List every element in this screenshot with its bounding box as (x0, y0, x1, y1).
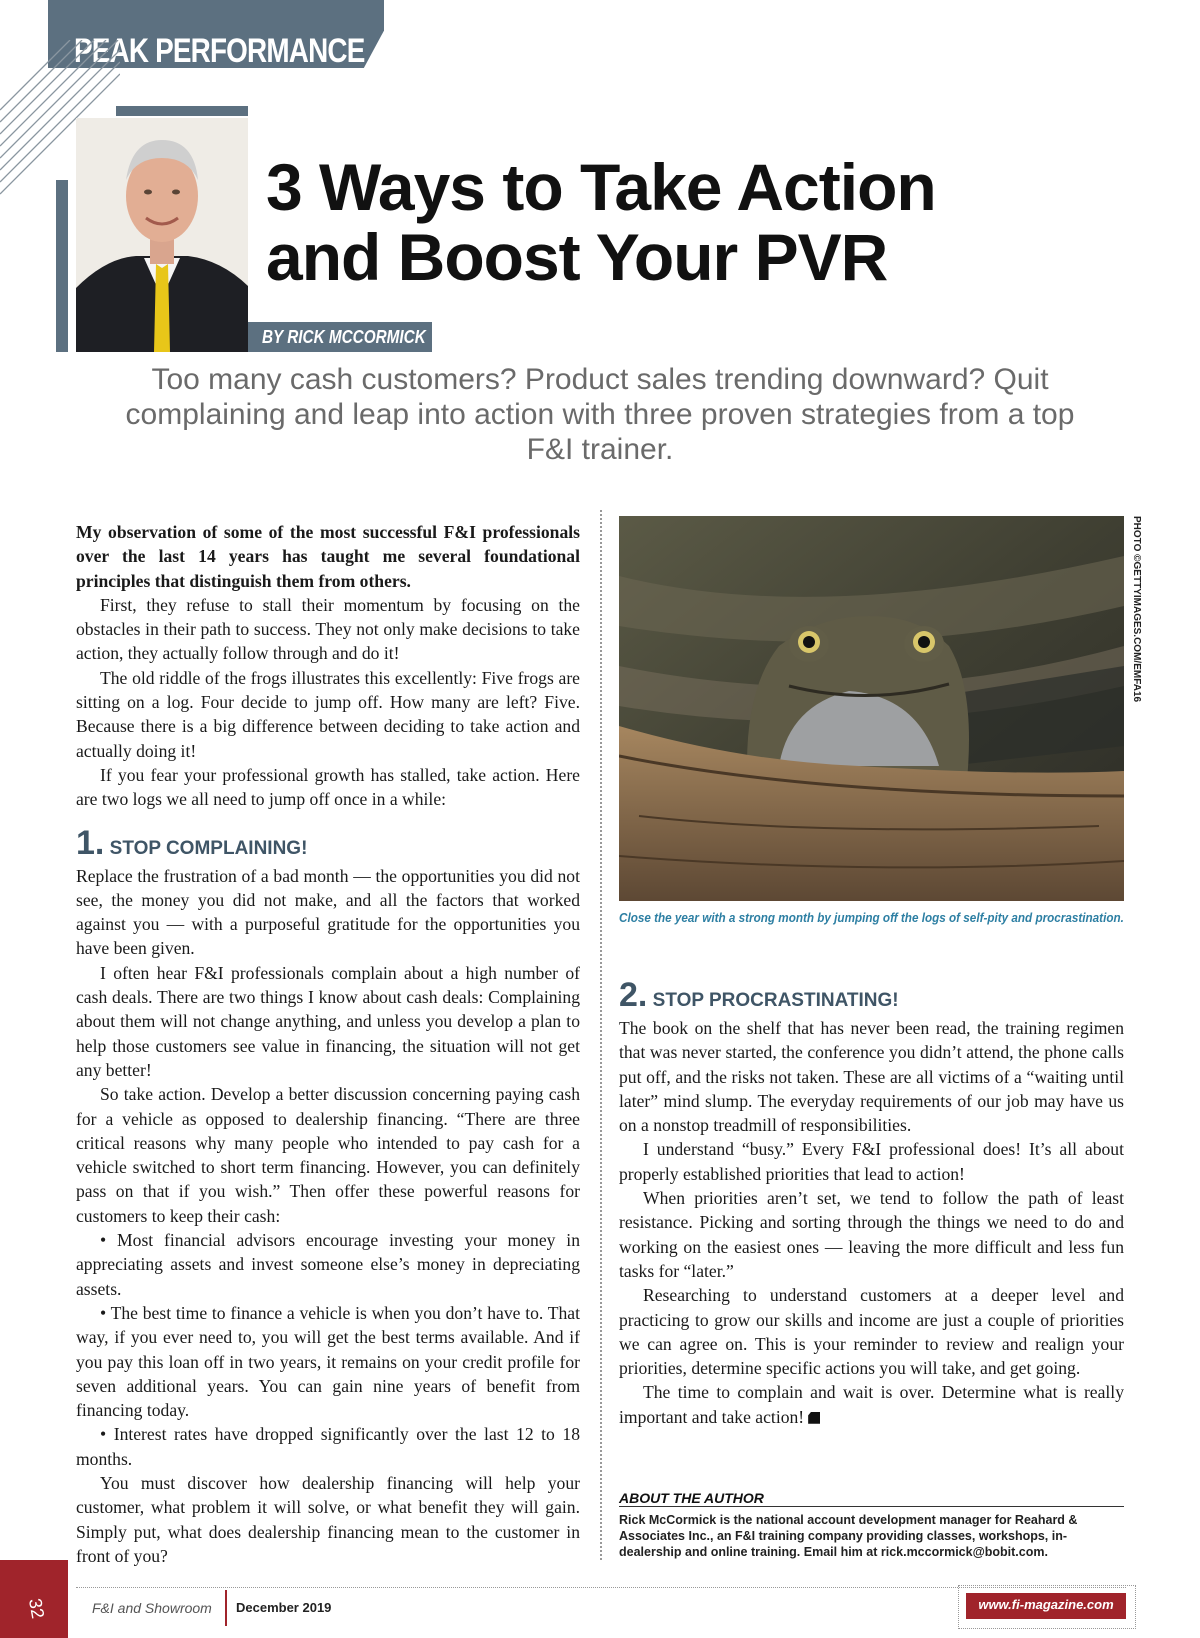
body-paragraph: I understand “busy.” Every F&I professional does! It’s all about properly established priorities that lead to action! (619, 1139, 1124, 1184)
subhead-stop-procrastinating (619, 976, 1124, 1016)
subhead-number: 2. (619, 976, 648, 1014)
body-paragraph: I often hear F&I professionals complain about a high number of cash deals. There are two things I know about cash deals: Complaining about them will not change anything, and unless you develop a plan to help those customers see value in financing, the situation will not get any better! (76, 962, 580, 1080)
website-link[interactable]: www.fi-magazine.com (978, 1597, 1114, 1612)
body-paragraph: If you fear your professional growth has stalled, take action. Here are two logs we all need to jump off once in a while: (76, 764, 580, 810)
publication-name: F&I and Showroom (92, 1600, 212, 1616)
body-paragraph: First, they refuse to stall their momentum by focusing on the obstacles in their path to success. They not only make decisions to take action, they actually follow through and do it! (76, 594, 580, 664)
body-paragraph: The old riddle of the frogs illustrates this excellently: Five frogs are sitting on a log. Four decide to jump off. How many are left? Five. Because there is a big difference between deciding to take action and actually doing it! (76, 667, 580, 761)
end-mark-icon (808, 1412, 820, 1424)
photo-credit-text: PHOTO ©GETTYIMAGES.COM/EMFA16 (1131, 516, 1142, 703)
section-title: PEAK PERFORMANCE (74, 32, 365, 70)
issue-date: December 2019 (236, 1600, 332, 1615)
body-paragraph: So take action. Develop a better discussion concerning paying cash for a vehicle as opposed to dealership financing. “There are three critical reasons why many people who intended to pay cash for a vehicle switched to short term financing. However, you can definitely pass on that if you wish.” Then offer these powerful reasons for customers to keep their cash: (76, 1084, 580, 1226)
bullet-item: • Most financial advisors encourage investing your money in appreciating assets and invest someone else’s money in depreciating assets. (76, 1230, 580, 1299)
author-photo (76, 118, 248, 352)
page-number: 32 (24, 1596, 49, 1621)
body-paragraph: The book on the shelf that has never been read, the training regimen that was never started, the conference you didn’t attend, the phone calls put off, and the risks not taken. These are all victims of a “waiting until later” mind slump. The everyday requirements of our job may have us on a nonstop treadmill of responsibilities. (619, 1018, 1124, 1136)
body-paragraph: When priorities aren’t set, we tend to follow the path of least resistance. Picking and sorting through the things we need to do and working on the easiest ones — leaving the more difficult and less fun tasks for “later.” (619, 1188, 1124, 1281)
closing-paragraph (619, 1380, 1124, 1429)
frog-photo (619, 516, 1124, 901)
byline: BY RICK MCCORMICK (262, 327, 426, 347)
photo-caption: Close the year with a strong month by jumping off the logs of self-pity and procrastination. (619, 910, 1124, 925)
about-author-heading: ABOUT THE AUTHOR (619, 1490, 1124, 1507)
accent-bar-left (56, 180, 68, 352)
closing-text: The time to complain and wait is over. Determine what is really important and take action! (619, 1382, 1124, 1427)
lead-paragraph: My observation of some of the most successful F&I professionals over the last 14 years has taught me several foundational principles that distinguish them from others. (76, 522, 580, 591)
headline (266, 152, 986, 292)
headline-line-1: 3 Ways to Take Action (266, 150, 936, 224)
article-column-1 (76, 520, 580, 1568)
body-paragraph: Researching to understand customers at a deeper level and practicing to grow our skills and income are just a couple of priorities we can agree on. This is your reminder to review and realign your priorities, determine specific actions you will take, and get going. (619, 1285, 1124, 1379)
subhead-stop-complaining (76, 823, 580, 864)
bullet-item: • Interest rates have dropped significantly over the last 12 to 18 months. (76, 1424, 580, 1469)
footer-separator (225, 1590, 227, 1626)
deck-subtitle: Too many cash customers? Product sales trending downward? Quit complaining and leap into action with three proven strategies from a top F&I trainer. (125, 363, 1075, 466)
bullet-item: • The best time to finance a vehicle is when you don’t have to. That way, if you ever need to, you will get the best terms available. And if you pay this loan off in two years, it remains on your credit profile for seven additional years. You can gain nine years of benefit from financing today. (76, 1302, 580, 1421)
body-paragraph: You must discover how dealership financing will help your customer, what problem it will solve, or what benefit they will gain. Simply put, what does dealership financing mean to the customer in front of you? (76, 1472, 580, 1566)
about-author-text: Rick McCormick is the national account development manager for Reahard & Associates Inc., an F&I training company providing classes, workshops, in-dealership and online training. Email him at rick.mccormick@bobit.com. (619, 1513, 1078, 1559)
accent-bar-top (116, 106, 248, 116)
article-column-2 (619, 976, 1124, 1429)
subhead-number: 1. (76, 823, 105, 862)
photo-credit (1128, 516, 1144, 703)
body-paragraph: Replace the frustration of a bad month — the opportunities you did not see, the money you did not make, and all the factors that worked against you — with a purposeful gratitude for the opportunities you have been given. (76, 865, 580, 959)
column-divider (600, 510, 602, 1560)
subhead-title: STOP PROCRASTINATING! (652, 990, 899, 1011)
headline-line-2: and Boost Your PVR (266, 220, 888, 294)
subhead-title: STOP COMPLAINING! (109, 837, 308, 859)
